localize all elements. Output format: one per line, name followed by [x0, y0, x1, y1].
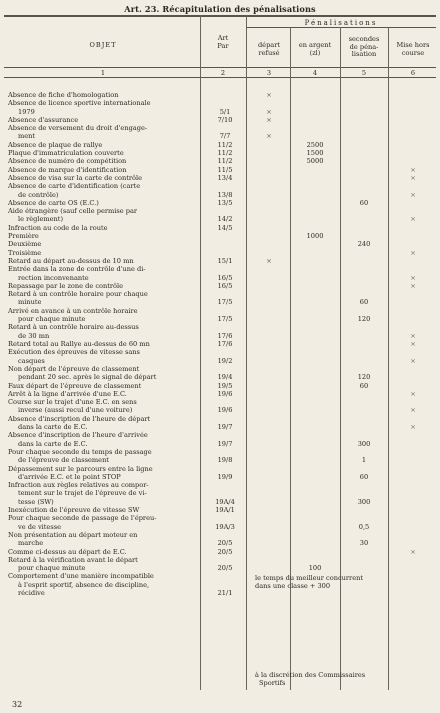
commissaires-discretion-note: à la discrétion des Commissaires Sportifs [255, 671, 366, 688]
row-article-ref: 11/2 [217, 157, 233, 166]
row-exclusion-mark: × [410, 165, 416, 174]
header-bottom-rule [4, 67, 436, 68]
row-article-ref: 19/8 [217, 456, 233, 465]
table-row [0, 481, 440, 506]
row-objet: Absence de plaque de rallye [8, 140, 103, 149]
row-objet: Arrêt à la ligne d'arrivée d'une E.C. [8, 389, 127, 398]
header-mise-hors-course: Mise hors course [396, 41, 430, 57]
table-row [0, 116, 440, 124]
row-article-ref: 19/2 [217, 356, 233, 365]
row-objet: Retard à un contrôle horaire au-dessus de 30 mn [8, 323, 139, 340]
row-objet: Plaque d'immatriculation couverte [8, 149, 124, 158]
row-article-ref: 11/5 [217, 165, 233, 174]
table-row [0, 124, 440, 141]
row-objet: Absence de visa sur la carte de contrôle [8, 174, 143, 182]
row-article-ref: 5/1 [219, 107, 231, 116]
row-penalty-seconds: 300 [357, 497, 371, 506]
row-penalty-seconds: 60 [359, 472, 369, 481]
row-objet: Aide étrangère (sauf celle permise par le règlement) [8, 207, 138, 224]
table-row [0, 174, 440, 182]
column-number: 3 [266, 69, 272, 77]
row-objet: Pour chaque seconde de passage de l'épreu- ve de vitesse [8, 514, 157, 531]
table-row [0, 307, 440, 324]
row-article-ref: 21/1 [217, 588, 233, 597]
table-row [0, 531, 440, 548]
page-number: 32 [12, 700, 23, 709]
table-row [0, 290, 440, 307]
column-number: 1 [100, 69, 106, 77]
row-article-ref: 19/9 [217, 472, 233, 481]
row-objet: Pour chaque seconde du temps de passage de l'épreuve de classement [8, 447, 152, 465]
table-row [0, 382, 440, 390]
row-article-ref: 13/8 [217, 190, 233, 199]
row-depart-refuse-mark: × [266, 257, 272, 265]
table-row [0, 240, 440, 248]
table-row [0, 149, 440, 157]
table-row [0, 465, 440, 482]
penalisations-rule [246, 27, 436, 28]
row-exclusion-mark: × [410, 389, 416, 398]
row-objet: Inexécution de l'épreuve de vitesse SW [8, 506, 140, 514]
header-penalisations: Pénalisations [304, 19, 378, 27]
number-row-rule [4, 77, 436, 78]
row-objet: Comme ci-dessus au départ de E.C. [8, 547, 127, 556]
row-article-ref: 17/6 [217, 340, 233, 348]
row-depart-refuse-mark: × [266, 115, 272, 124]
table-row [0, 182, 440, 199]
row-objet: Exécution des épreuves de vitesse sans casques [8, 348, 140, 365]
row-objet: Course sur le trajet d'une E.C. en sens inverse (aussi recul d'une voiture) [8, 398, 137, 415]
table-row [0, 506, 440, 514]
row-objet: Arrivé en avance à un contrôle horaire pour chaque minute [8, 306, 138, 324]
header-art-par: Art Par [217, 34, 229, 50]
row-amount-zl: 100 [308, 564, 322, 573]
row-penalty-seconds: 60 [359, 298, 369, 307]
row-depart-refuse-mark: × [266, 91, 272, 99]
row-amount-zl: 1000 [306, 232, 324, 241]
row-objet: Absence de carte d'identification (carte de contrôle) [8, 182, 141, 199]
row-penalty-seconds: 30 [359, 539, 369, 548]
table-row [0, 166, 440, 174]
row-article-ref: 11/2 [217, 140, 233, 149]
table-row [0, 514, 440, 531]
sw-fastest-time-note: le temps du meilleur concurrent dans une classe + 300 [255, 574, 364, 591]
table-row [0, 548, 440, 556]
table-row [0, 91, 440, 99]
row-penalty-seconds: 120 [357, 315, 371, 324]
row-objet: Non départ de l'épreuve de classement pendant 20 sec. après le signal de départ [8, 364, 157, 382]
row-objet: Deuxième [8, 240, 42, 249]
column-number: 6 [410, 69, 416, 77]
header-depart-refuse: départ refusé [257, 41, 281, 57]
row-penalty-seconds: 0,5 [358, 522, 370, 531]
row-depart-refuse-mark: × [266, 107, 272, 116]
table-row [0, 431, 440, 448]
table-row [0, 448, 440, 465]
row-amount-zl: 2500 [306, 140, 324, 149]
row-penalty-seconds: 240 [357, 240, 371, 249]
row-exclusion-mark: × [410, 331, 416, 340]
row-objet: Première [8, 232, 39, 241]
row-article-ref: 20/5 [217, 547, 233, 556]
table-row [0, 249, 440, 257]
row-objet: Infraction au code de la route [8, 223, 108, 232]
row-article-ref: 13/5 [217, 198, 233, 207]
header-en-argent: en argent (zl) [298, 41, 332, 57]
row-depart-refuse-mark: × [266, 132, 272, 141]
column-number: 2 [220, 69, 226, 77]
row-objet: Retard total au Rallye au-dessus de 60 mn [8, 340, 150, 348]
row-article-ref: 15/1 [217, 257, 233, 265]
table-row [0, 199, 440, 207]
table-row [0, 365, 440, 382]
table-row [0, 348, 440, 365]
column-number: 5 [361, 69, 367, 77]
row-objet: Entrée dans la zone de contrôle d'une di- rection inconvenante [8, 265, 146, 282]
row-exclusion-mark: × [410, 406, 416, 415]
row-objet: Absence de numéro de compétition [8, 157, 127, 166]
row-objet: Retard au départ au-dessus de 10 mn [8, 257, 134, 265]
table-row [0, 323, 440, 340]
table-row [0, 398, 440, 415]
row-exclusion-mark: × [410, 356, 416, 365]
row-article-ref: 19/6 [217, 406, 233, 415]
row-article-ref: 19A/4 [215, 497, 235, 506]
row-exclusion-mark: × [410, 281, 416, 290]
page-title: Art. 23. Récapitulation des pénalisations [124, 4, 316, 14]
row-objet: Retard à la vérification avant le départ pour chaque minute [8, 555, 138, 573]
row-exclusion-mark: × [410, 190, 416, 199]
row-objet: Faux départ de l'épreuve de classement [8, 381, 142, 390]
table-row [0, 99, 440, 116]
row-penalty-seconds: 300 [357, 439, 371, 448]
row-exclusion-mark: × [410, 422, 416, 431]
row-article-ref: 13/4 [217, 174, 233, 182]
row-objet: Repassage par le zone de contrôle [8, 281, 124, 290]
row-objet: Infraction aux règles relatives au compor- tement sur le trajet de l'épreuve de vi- tesse (SW) [8, 481, 149, 506]
row-objet: Absence de versement du droit d'engage- ment [8, 124, 148, 141]
column-number: 4 [312, 69, 318, 77]
row-objet: Troisième [8, 248, 42, 257]
row-penalty-seconds: 60 [359, 381, 369, 390]
row-objet: Retard à un contrôle horaire pour chaque minute [8, 290, 148, 307]
row-article-ref: 14/2 [217, 215, 233, 224]
row-exclusion-mark: × [410, 248, 416, 257]
row-article-ref: 7/7 [219, 132, 231, 141]
row-exclusion-mark: × [410, 547, 416, 556]
table-row [0, 556, 440, 573]
row-penalty-seconds: 120 [357, 373, 371, 382]
table-row [0, 157, 440, 165]
row-article-ref: 11/2 [217, 149, 233, 158]
header-secondes: secondes de péna- lisation [348, 35, 380, 59]
row-article-ref: 20/5 [217, 539, 233, 548]
row-article-ref: 14/5 [217, 223, 233, 232]
row-article-ref: 20/5 [217, 564, 233, 573]
row-article-ref: 19/6 [217, 389, 233, 398]
row-penalty-seconds: 1 [361, 456, 367, 465]
row-exclusion-mark: × [410, 340, 416, 348]
row-exclusion-mark: × [410, 174, 416, 182]
table-row [0, 207, 440, 224]
header-objet: OBJET [89, 41, 117, 49]
table-row [0, 282, 440, 290]
table-row [0, 141, 440, 149]
row-article-ref: 19/7 [217, 422, 233, 431]
table-row [0, 257, 440, 265]
table-row [0, 224, 440, 232]
table-row [0, 415, 440, 432]
row-article-ref: 19A/1 [215, 506, 235, 514]
table-row [0, 390, 440, 398]
table-row [0, 265, 440, 282]
table-row [0, 340, 440, 348]
row-article-ref: 19/4 [217, 373, 233, 382]
row-article-ref: 7/10 [217, 115, 233, 124]
row-objet: Absence d'inscription de l'heure de départ dans la carte de E.C. [8, 414, 151, 431]
row-objet: Absence de licence sportive internationale 1979 [8, 99, 151, 116]
row-article-ref: 16/5 [217, 273, 233, 282]
row-article-ref: 19/7 [217, 439, 233, 448]
table-row [0, 232, 440, 240]
row-objet: Comportement d'une manière incompatible à l'esprit sportif, absence de discipline, récidive [8, 572, 154, 597]
row-objet: Absence de marque d'identification [8, 165, 127, 174]
row-objet: Absence d'assurance [8, 115, 79, 124]
row-penalty-seconds: 60 [359, 198, 369, 207]
row-exclusion-mark: × [410, 215, 416, 224]
row-article-ref: 17/6 [217, 331, 233, 340]
row-amount-zl: 1500 [306, 149, 324, 158]
row-objet: Non présentation au départ moteur en marche [8, 530, 138, 548]
row-article-ref: 19/5 [217, 381, 233, 390]
row-article-ref: 17/5 [217, 298, 233, 307]
row-article-ref: 19A/3 [215, 522, 235, 531]
row-article-ref: 16/5 [217, 281, 233, 290]
row-exclusion-mark: × [410, 273, 416, 282]
row-objet: Dépassement sur le parcours entre la ligne d'arrivée E.C. et le point STOP [8, 464, 153, 481]
row-objet: Absence de fiche d'homologation [8, 91, 119, 99]
row-amount-zl: 5000 [306, 157, 324, 166]
row-article-ref: 17/5 [217, 315, 233, 324]
row-objet: Absence d'inscription de l'heure d'arrivée dans la carte de E.C. [8, 431, 148, 448]
row-objet: Absence de carte OS (E.C.) [8, 198, 99, 207]
header-top-rule [4, 15, 436, 17]
